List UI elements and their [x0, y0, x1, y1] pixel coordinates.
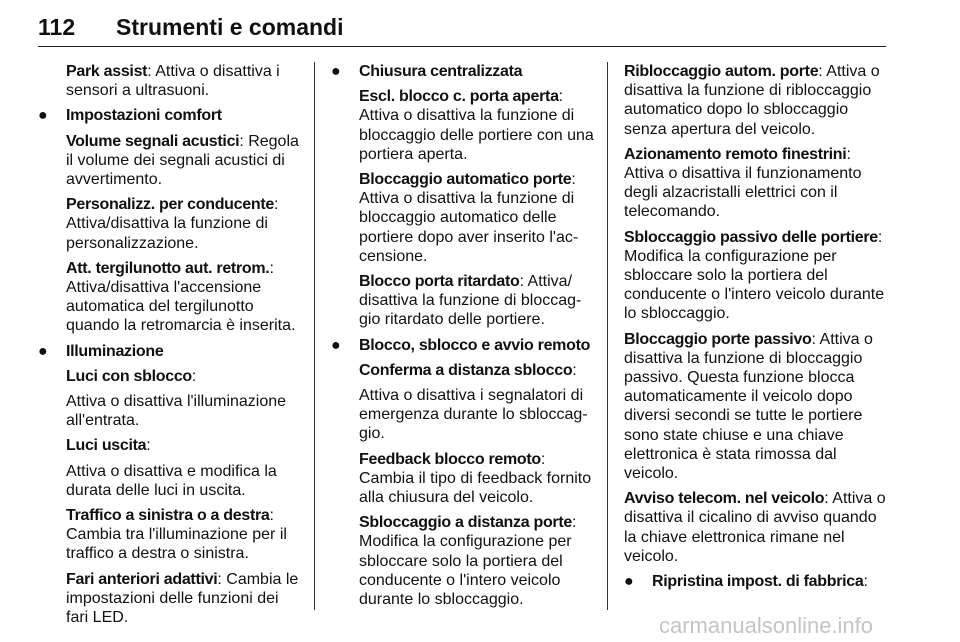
desc-volume: : Regola il volume dei segnali acustici di avvertimento. [66, 132, 299, 189]
colon: : [863, 573, 868, 591]
bullet-remote [331, 336, 596, 355]
entry-adaptive-headlights [38, 570, 300, 628]
desc-passive-lock: : Attiva o disattiva la funzione di bloccaggio passivo. Questa funzione blocca automaticamente il veicolo dopo diversi secondi se tutte le portiere sono state chiuse e una chiave elettronica è stata rimossa dal veicolo. [624, 330, 873, 483]
term-remote-feedback: Feedback blocco remoto [359, 450, 541, 468]
desc-rear-wiper: : Attiva/disattiva l'accensione automatica del tergilunotto quando la retromarcia è inserita. [66, 259, 296, 335]
entry-traffic [38, 506, 300, 564]
desc-unlock-lights: Attiva o disattiva l'illuminazione all'entrata. [66, 393, 287, 430]
term-exit-lights: Luci uscita [66, 437, 147, 455]
desc-remote-unlock-confirm: Attiva o disattiva i segnalatori di emergenza durante lo sbloccaggio. [359, 387, 588, 443]
bullet-comfort [38, 106, 300, 125]
entry-volume [38, 132, 300, 190]
term-auto-relock: Ribloccaggio autom. porte [624, 63, 819, 80]
entry-unlock-lights-term [38, 367, 300, 386]
desc-exit-lights: Attiva o disattiva e modifica la durata delle luci in uscita. [66, 462, 277, 499]
entry-remote-unlock [331, 513, 596, 609]
watermark: carmanualsonline.info [659, 613, 874, 638]
entry-exit-lights-term [38, 436, 300, 455]
desc-passive-unlock: : Modifica la configurazione per sbloccare solo la portiera del conducente o l'intero veicolo durante lo sbloccaggio. [624, 228, 885, 323]
page-number: 112 [38, 14, 76, 40]
entry-personalization [38, 195, 300, 253]
term-park-assist: Park assist [66, 63, 148, 80]
entry-auto-relock [624, 62, 886, 139]
bullet-factory-reset [624, 572, 886, 591]
term-volume: Volume segnali acustici [66, 132, 240, 150]
term-remote-unlock: Sbloccaggio a distanza porte [359, 514, 572, 532]
term-delayed-lock: Blocco porta ritardato [359, 273, 520, 291]
term-adaptive-headlights: Fari anteriori adattivi [66, 570, 218, 588]
bullet-lighting [38, 342, 300, 361]
bullet-dot: ● [331, 336, 341, 354]
heading-remote: Blocco, sblocco e avvio remoto [359, 336, 591, 354]
entry-open-door-lock [331, 87, 596, 164]
colon: : [146, 437, 151, 455]
desc-personalization: : Attiva/disattiva la funzione di personalizzazione. [66, 196, 279, 252]
bullet-central-locking [331, 62, 596, 81]
desc-traffic: : Cambia tra l'illuminazione per il traffico a destra o sinistra. [66, 507, 287, 563]
column-divider-2 [607, 62, 608, 610]
entry-delayed-lock [331, 272, 596, 330]
bullet-dot: ● [38, 342, 48, 360]
colon: : [191, 367, 197, 385]
entry-rear-wiper [38, 259, 300, 336]
desc-delayed-lock: : Attiva/ disattiva la funzione di bloccaggio ritardato delle portiere. [359, 273, 582, 329]
term-rear-wiper: Att. tergilunotto aut. retrom. [66, 259, 270, 277]
term-unlock-lights: Luci con sblocco [66, 367, 192, 385]
desc-remote-windows: : Attiva o disattiva il funzionamento degli alzacristalli elettrici con il telecomando. [624, 145, 862, 221]
term-passive-lock: Bloccaggio porte passivo [624, 330, 812, 348]
heading-lighting: Illuminazione [66, 342, 164, 360]
bullet-dot: ● [38, 107, 48, 125]
column-1 [38, 62, 300, 633]
heading-comfort: Impostazioni comfort [66, 107, 222, 125]
term-auto-lock: Bloccaggio automatico porte [359, 171, 572, 189]
entry-passive-lock [624, 330, 886, 484]
desc-auto-lock: : Attiva o disattiva la funzione di bloccaggio automatico delle portiere dopo aver inserito l'accensione. [359, 171, 579, 265]
desc-auto-relock: : Attiva o disattiva la funzione di ribloccaggio automatico dopo lo sbloccaggio senza apertura del veicolo. [624, 63, 880, 138]
desc-adaptive-headlights: : Cambia le impostazioni delle funzioni dei fari LED. [66, 570, 299, 627]
bullet-dot: ● [624, 573, 634, 591]
desc-remote-alert: : Attiva o disattiva il cicalino di avviso quando la chiave elettronica rimane nel veicolo. [624, 490, 886, 565]
desc-open-door-lock: : Attiva o disattiva la funzione di bloccaggio delle portiere con una portiera aperta. [359, 88, 594, 163]
term-traffic: Traffico a sinistra o a destra [66, 507, 270, 525]
page-title: Strumenti e comandi [116, 14, 344, 40]
entry-auto-lock [331, 170, 596, 266]
term-passive-unlock: Sbloccaggio passivo delle portiere [624, 228, 878, 246]
column-3 [624, 62, 886, 597]
term-remote-windows: Azionamento remoto finestrini [624, 145, 847, 163]
entry-park-assist [38, 62, 300, 100]
desc-park-assist: : Attiva o disattiva i sensori a ultrasuoni. [66, 63, 280, 100]
heading-factory-reset: Ripristina impost. di fabbrica [652, 573, 864, 591]
entry-remote-alert [624, 489, 886, 566]
entry-remote-windows [624, 145, 886, 222]
term-remote-unlock-confirm: Conferma a distanza sblocco [359, 361, 573, 379]
column-divider-1 [314, 62, 315, 610]
term-remote-alert: Avviso telecom. nel veicolo [624, 490, 825, 508]
term-open-door-lock: Escl. blocco c. porta aperta [359, 88, 559, 106]
heading-central-locking: Chiusura centralizzata [359, 63, 523, 80]
desc-remote-unlock: : Modifica la configurazione per sbloccare solo la portiera del conducente o l'intero veicolo durante lo sbloccaggio. [359, 514, 577, 609]
column-2 [331, 62, 596, 615]
colon: : [572, 361, 577, 379]
page-header [38, 6, 886, 47]
entry-remote-unlock-confirm-term [331, 361, 596, 380]
bullet-dot: ● [331, 63, 341, 80]
entry-remote-feedback [331, 450, 596, 508]
desc-remote-feedback: : Cambia il tipo di feedback fornito alla chiusura del veicolo. [359, 450, 592, 507]
term-personalization: Personalizz. per conducente [66, 196, 274, 214]
entry-passive-unlock [624, 228, 886, 324]
